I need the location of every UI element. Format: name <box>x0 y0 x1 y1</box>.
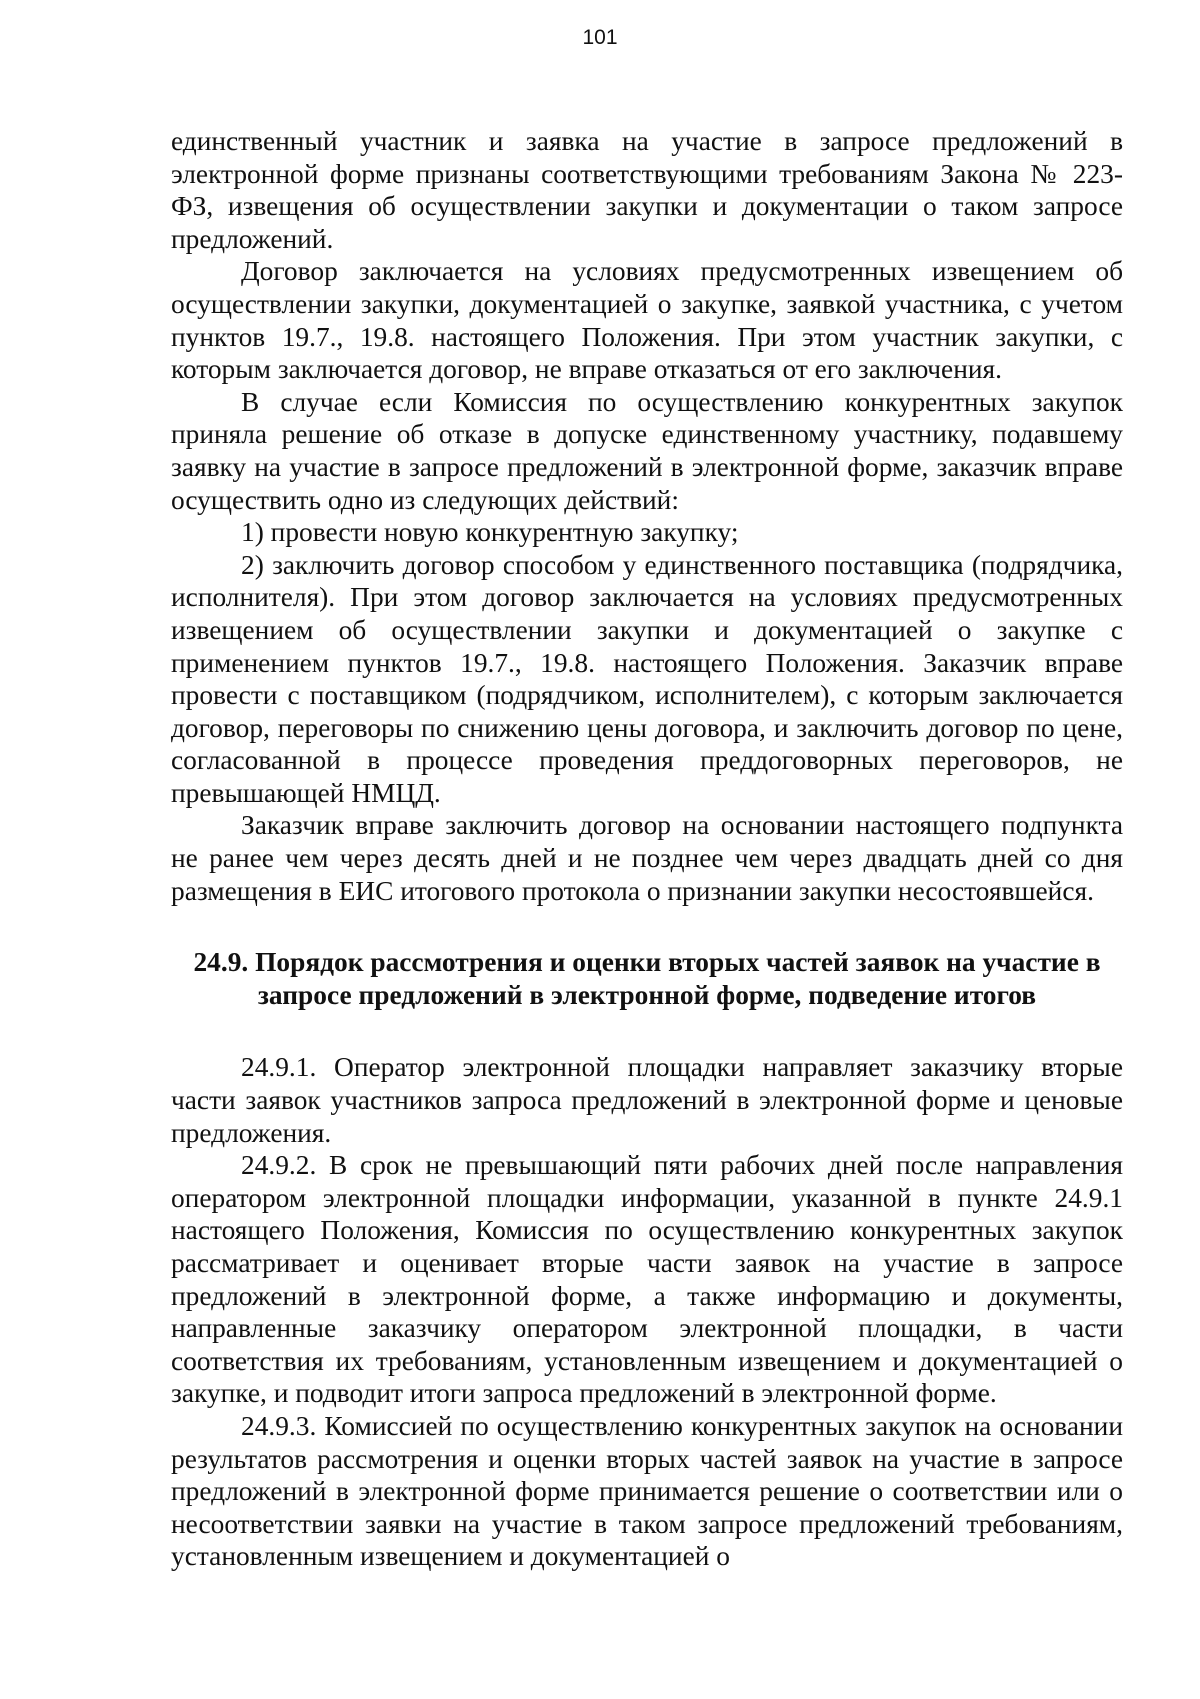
paragraph-continuation: единственный участник и заявка на участие в запросе предложений в электронной форме признаны соответствующими требованиям Закона № 223-ФЗ, извещения об осуществлении закупки и документации о таком запросе предложений. <box>171 126 1123 254</box>
document-body <box>171 125 1123 1573</box>
clause-paragraph: 24.9.3. Комиссией по осуществлению конкурентных закупок на основании результатов рассмотрения и оценки вторых частей заявок на участие в запросе предложений в электронной форме принимается решение о соответствии или о несоответствии заявки на участие в таком запросе предложений требованиям, установленным извещением и документацией о <box>171 1410 1123 1572</box>
section-heading: 24.9. Порядок рассмотрения и оценки вторых частей заявок на участие в запросе предложений в электронной форме, подведение итогов <box>193 947 1101 1010</box>
paragraph: Договор заключается на условиях предусмотренных извещением об осуществлении закупки, документацией о закупке, заявкой участника, с учетом пунктов 19.7., 19.8. настоящего Положения. При этом участник закупки, с которым заключается договор, не вправе отказаться от его заключения. <box>171 256 1123 385</box>
paragraph: Заказчик вправе заключить договор на основании настоящего подпункта не ранее чем через десять дней и не позднее чем через двадцать дней со дня размещения в ЕИС итогового протокола о признании закупки несостоявшейся. <box>171 810 1123 906</box>
clause-paragraph: 24.9.2. В срок не превышающий пяти рабочих дней после направления оператором электронной площадки информации, указанной в пункте 24.9.1 настоящего Положения, Комиссия по осуществлению конкурентных закупок рассматривает и оценивает вторые части заявок на участие в запросе предложений в электронной форме, а также информацию и документы, направленные заказчику оператором электронной площадки, в части соответствия их требованиям, установленным извещением и документацией о закупке, и подводит итоги запроса предложений в электронной форме. <box>171 1150 1123 1409</box>
page-number: 101 <box>582 26 618 49</box>
paragraph: В случае если Комиссия по осуществлению конкурентных закупок приняла решение об отказе в допуске единственному участнику, подавшему заявку на участие в запросе предложений в электронной форме, заказчик вправе осуществить одно из следующих действий: <box>171 386 1123 515</box>
list-item: 1) провести новую конкурентную закупку; <box>241 517 739 548</box>
list-item: 2) заключить договор способом у единственного поставщика (подрядчика, исполнителя). При этом договор заключается на условиях предусмотренных извещением об осуществлении закупки и документацией о закупке с применением пунктов 19.7., 19.8. настоящего Положения. Заказчик вправе провести с поставщиком (подрядчиком, исполнителем), с которым заключается договор, переговоры по снижению цены договора, и заключить договор по цене, согласованной в процессе проведения преддоговорных переговоров, не превышающей НМЦД. <box>171 549 1123 808</box>
clause-paragraph: 24.9.1. Оператор электронной площадки направляет заказчику вторые части заявок участников запроса предложений в электронной форме и ценовые предложения. <box>171 1052 1123 1148</box>
